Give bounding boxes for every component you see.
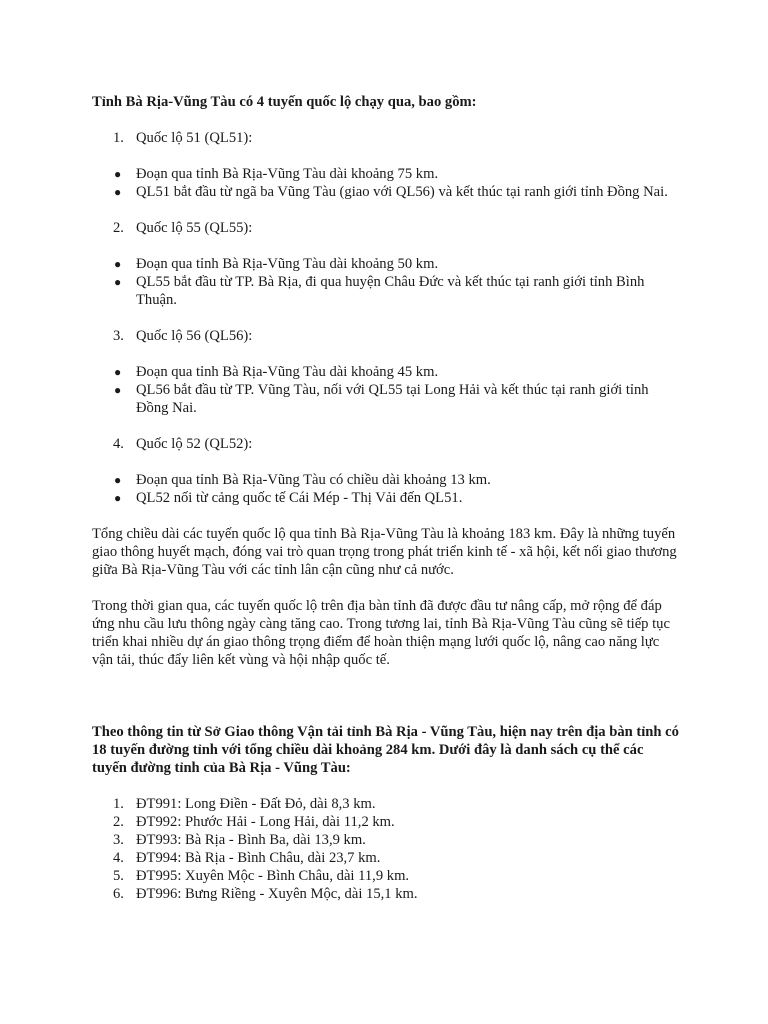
- route-bullets: [92, 363, 680, 417]
- list-number: 2.: [113, 814, 124, 830]
- route-title-text: Quốc lộ 52 (QL52):: [136, 436, 253, 452]
- route-number: 1.: [113, 130, 124, 146]
- bullet-icon: ●: [114, 185, 122, 199]
- bullet-item: [92, 273, 680, 309]
- bullet-icon: ●: [114, 383, 122, 397]
- list-item-text: ĐT994: Bà Rịa - Bình Châu, dài 23,7 km.: [136, 850, 381, 866]
- list-number: 6.: [113, 886, 124, 902]
- summary-paragraph: Tổng chiều dài các tuyến quốc lộ qua tỉnh Bà Rịa-Vũng Tàu là khoảng 183 km. Đây là những tuyến giao thông huyết mạch, đóng vai trò quan trọng trong phát triển kinh tế - xã hội, kết nối giao thương giữa Bà Rịa-Vũng Tàu với các tỉnh lân cận cũng như cả nước.: [92, 526, 677, 578]
- provincial-roads-list: [92, 795, 680, 903]
- route-bullets: [92, 165, 680, 201]
- route-title: [92, 327, 680, 345]
- bullet-item: [92, 489, 680, 507]
- list-item-text: ĐT991: Long Điền - Đất Đỏ, dài 8,3 km.: [136, 796, 376, 812]
- bullet-icon: ●: [114, 275, 122, 289]
- bullet-text: QL51 bắt đầu từ ngã ba Vũng Tàu (giao với QL56) và kết thúc tại ranh giới tỉnh Đồng Nai.: [136, 184, 668, 200]
- list-item: [92, 885, 680, 903]
- list-number: 3.: [113, 832, 124, 848]
- bullet-item: [92, 381, 680, 417]
- bullet-icon: ●: [114, 491, 122, 505]
- bullet-text: Đoạn qua tỉnh Bà Rịa-Vũng Tàu dài khoảng 45 km.: [136, 364, 439, 380]
- bullet-item: [92, 255, 680, 273]
- list-item: [92, 849, 680, 867]
- route-bullets: [92, 471, 680, 507]
- development-paragraph: Trong thời gian qua, các tuyến quốc lộ trên địa bàn tỉnh đã được đầu tư nâng cấp, mở rộng để đáp ứng nhu cầu lưu thông ngày càng tăng cao. Trong tương lai, tỉnh Bà Rịa-Vũng Tàu cũng sẽ tiếp tục triển khai nhiều dự án giao thông trọng điểm để hoàn thiện mạng lưới quốc lộ, nâng cao năng lực vận tải, thúc đẩy liên kết vùng và hội nhập quốc tế.: [92, 598, 670, 668]
- route-section: [92, 327, 680, 417]
- route-bullets: [92, 255, 680, 309]
- bullet-icon: ●: [114, 167, 122, 181]
- route-title: [92, 435, 680, 453]
- list-item-text: ĐT995: Xuyên Mộc - Bình Châu, dài 11,9 km.: [136, 868, 410, 884]
- route-section: [92, 435, 680, 507]
- list-number: 5.: [113, 868, 124, 884]
- list-item: [92, 795, 680, 813]
- route-title-text: Quốc lộ 51 (QL51):: [136, 130, 253, 146]
- bullet-text: QL52 nối từ cảng quốc tế Cái Mép - Thị Vải đến QL51.: [136, 490, 463, 506]
- bullet-item: [92, 363, 680, 381]
- list-item-text: ĐT993: Bà Rịa - Bình Ba, dài 13,9 km.: [136, 832, 366, 848]
- bullet-icon: ●: [114, 473, 122, 487]
- route-title: [92, 219, 680, 237]
- list-number: 1.: [113, 796, 124, 812]
- bullet-icon: ●: [114, 365, 122, 379]
- list-number: 4.: [113, 850, 124, 866]
- list-item: [92, 831, 680, 849]
- list-item-text: ĐT992: Phước Hải - Long Hải, dài 11,2 km.: [136, 814, 395, 830]
- list-item: [92, 867, 680, 885]
- bullet-text: QL56 bắt đầu từ TP. Vũng Tàu, nối với QL55 tại Long Hải và kết thúc tại ranh giới tỉnh Đồng Nai.: [136, 382, 649, 416]
- route-number: 2.: [113, 220, 124, 236]
- bullet-text: QL55 bắt đầu từ TP. Bà Rịa, đi qua huyện Châu Đức và kết thúc tại ranh giới tỉnh Bình Thuận.: [136, 274, 645, 308]
- route-section: [92, 129, 680, 201]
- bullet-item: [92, 471, 680, 489]
- document-page: [92, 93, 680, 903]
- bullet-icon: ●: [114, 257, 122, 271]
- route-title: [92, 129, 680, 147]
- intro-heading: Tỉnh Bà Rịa-Vũng Tàu có 4 tuyến quốc lộ chạy qua, bao gồm:: [92, 94, 477, 110]
- bullet-item: [92, 165, 680, 183]
- bullet-text: Đoạn qua tỉnh Bà Rịa-Vũng Tàu có chiều dài khoảng 13 km.: [136, 472, 491, 488]
- list-item: [92, 813, 680, 831]
- list-item-text: ĐT996: Bưng Riềng - Xuyên Mộc, dài 15,1 km.: [136, 886, 418, 902]
- bullet-item: [92, 183, 680, 201]
- route-number: 4.: [113, 436, 124, 452]
- route-title-text: Quốc lộ 55 (QL55):: [136, 220, 253, 236]
- provincial-roads-heading: Theo thông tin từ Sở Giao thông Vận tải tỉnh Bà Rịa - Vũng Tàu, hiện nay trên địa bàn tỉnh có 18 tuyến đường tỉnh với tổng chiều dài khoảng 284 km. Dưới đây là danh sách cụ thể các tuyến đường tỉnh của Bà Rịa - Vũng Tàu:: [92, 724, 679, 776]
- bullet-text: Đoạn qua tỉnh Bà Rịa-Vũng Tàu dài khoảng 75 km.: [136, 166, 439, 182]
- route-section: [92, 219, 680, 309]
- bullet-text: Đoạn qua tỉnh Bà Rịa-Vũng Tàu dài khoảng 50 km.: [136, 256, 439, 272]
- route-title-text: Quốc lộ 56 (QL56):: [136, 328, 253, 344]
- route-number: 3.: [113, 328, 124, 344]
